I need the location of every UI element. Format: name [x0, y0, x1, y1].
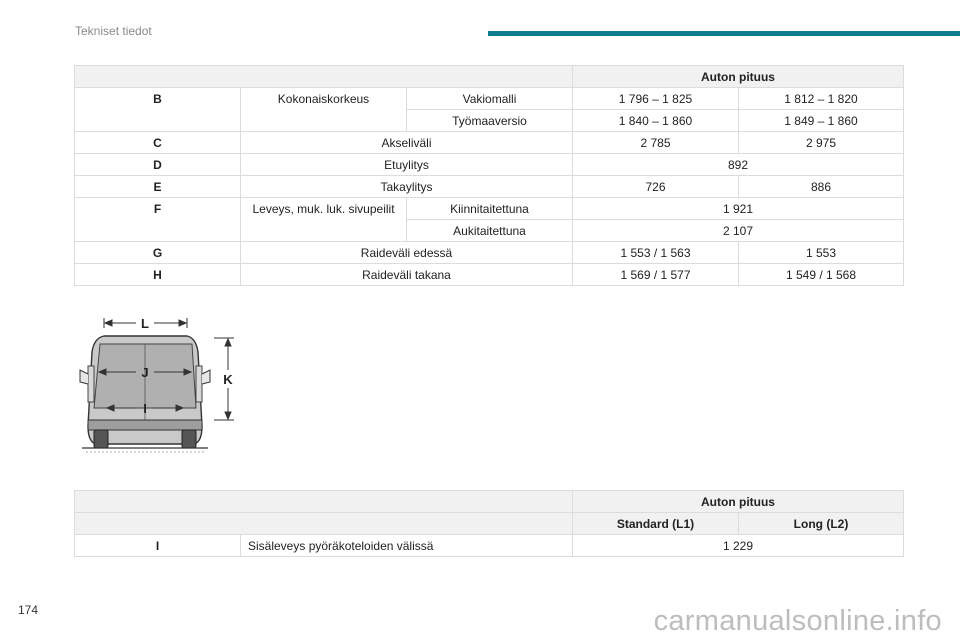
row-label-g: Raideväli edessä — [241, 242, 573, 264]
table-row — [75, 132, 904, 154]
label-l: L — [141, 316, 149, 331]
row-label-e: Takaylitys — [241, 176, 573, 198]
sub-label-vakiomalli: Vakiomalli — [407, 88, 573, 110]
value-cell: 892 — [573, 154, 904, 176]
value-cell: 1 849 – 1 860 — [739, 110, 904, 132]
table-row — [75, 535, 904, 557]
section-title: Tekniset tiedot — [75, 24, 152, 38]
header-standard-l1: Standard (L1) — [573, 513, 739, 535]
van-rear-diagram — [74, 308, 244, 458]
value-cell: 1 553 — [739, 242, 904, 264]
subheader-blank-cell — [75, 513, 573, 535]
value-cell: 2 785 — [573, 132, 739, 154]
value-cell: 1 569 / 1 577 — [573, 264, 739, 286]
sub-label-aukitaitettuna: Aukitaitettuna — [407, 220, 573, 242]
dimensions-table — [74, 65, 904, 286]
row-label-c: Akseliväli — [241, 132, 573, 154]
value-cell: 1 796 – 1 825 — [573, 88, 739, 110]
table-subheader-row — [75, 513, 904, 535]
table-header-row — [75, 66, 904, 88]
table-row — [75, 198, 904, 220]
table-row — [75, 88, 904, 110]
van-body — [80, 336, 210, 452]
interior-width-table — [74, 490, 904, 557]
accent-bar — [488, 31, 960, 36]
value-cell: 726 — [573, 176, 739, 198]
row-label-h: Raideväli takana — [241, 264, 573, 286]
value-cell: 2 107 — [573, 220, 904, 242]
row-label-d: Etuylitys — [241, 154, 573, 176]
value-cell: 1 840 – 1 860 — [573, 110, 739, 132]
value-cell: 1 229 — [573, 535, 904, 557]
table-row — [75, 176, 904, 198]
table-row — [75, 242, 904, 264]
header-blank-cell — [75, 66, 573, 88]
table-row — [75, 154, 904, 176]
row-code-b: B — [75, 88, 241, 132]
watermark: carmanualsonline.info — [653, 605, 942, 637]
header-auton-pituus: Auton pituus — [573, 66, 904, 88]
header-long-l2: Long (L2) — [739, 513, 904, 535]
row-code-h: H — [75, 264, 241, 286]
value-cell: 1 921 — [573, 198, 904, 220]
row-label-i: Sisäleveys pyöräkoteloiden välissä — [241, 535, 573, 557]
value-cell: 1 549 / 1 568 — [739, 264, 904, 286]
row-label-f: Leveys, muk. luk. sivupeilit — [241, 198, 407, 242]
sub-label-tyomaaversio: Työmaaversio — [407, 110, 573, 132]
row-code-i: I — [75, 535, 241, 557]
header-auton-pituus: Auton pituus — [573, 491, 904, 513]
label-k: K — [223, 372, 233, 387]
row-code-d: D — [75, 154, 241, 176]
header-blank-cell — [75, 491, 573, 513]
row-code-g: G — [75, 242, 241, 264]
label-j: J — [141, 365, 149, 380]
value-cell: 1 553 / 1 563 — [573, 242, 739, 264]
table-header-row — [75, 491, 904, 513]
sub-label-kiinnitaitettuna: Kiinnitaitettuna — [407, 198, 573, 220]
row-label-b: Kokonaiskorkeus — [241, 88, 407, 132]
value-cell: 2 975 — [739, 132, 904, 154]
row-code-c: C — [75, 132, 241, 154]
page-number: 174 — [18, 603, 39, 617]
value-cell: 886 — [739, 176, 904, 198]
label-i: I — [143, 401, 147, 416]
table-row — [75, 264, 904, 286]
row-code-e: E — [75, 176, 241, 198]
row-code-f: F — [75, 198, 241, 242]
value-cell: 1 812 – 1 820 — [739, 88, 904, 110]
